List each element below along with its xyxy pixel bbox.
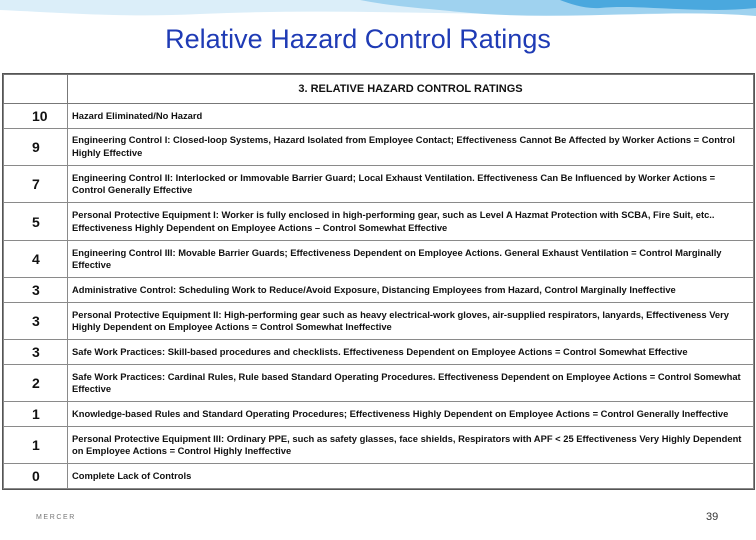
control-description-cell: Hazard Eliminated/No Hazard [68,104,754,129]
rating-cell: 9 [4,128,68,165]
rating-cell: 0 [4,464,68,489]
table-header-rating-column [4,75,68,104]
rating-cell: 10 [4,104,68,129]
control-description-cell: Personal Protective Equipment I: Worker is fully enclosed in high-performing gear, such as Level A Hazmat Protection with SCBA, Fire Suit, etc.. Effectiveness Highly Dependent on Employee Actions – Control Somewhat Effective [68,203,754,240]
slide-title: Relative Hazard Control Ratings [165,24,551,54]
hazard-control-ratings-table [2,73,755,490]
table-row [4,240,754,277]
table-row [4,104,754,129]
control-description-cell: Complete Lack of Controls [68,464,754,489]
rating-cell: 3 [4,302,68,339]
footer-brand: MERCER [36,514,76,521]
table-row [4,302,754,339]
table-row [4,128,754,165]
control-description-cell: Personal Protective Equipment II: High-performing gear such as heavy electrical-work gloves, air-supplied respirators, lanyards, Effectiveness Very Highly Dependent on Employee Actions = Control Somewhat Ineffective [68,302,754,339]
table-row [4,402,754,427]
rating-cell: 4 [4,240,68,277]
table-row [4,426,754,463]
table-row [4,203,754,240]
rating-cell: 1 [4,402,68,427]
table-header: 3. RELATIVE HAZARD CONTROL RATINGS [68,75,754,104]
control-description-cell: Knowledge-based Rules and Standard Operating Procedures; Effectiveness Highly Dependent on Employee Actions = Control Generally Ineffective [68,402,754,427]
rating-cell: 5 [4,203,68,240]
control-description-cell: Safe Work Practices: Skill-based procedures and checklists. Effectiveness Dependent on Employee Actions = Control Somewhat Effective [68,340,754,365]
table-row [4,165,754,202]
rating-cell: 3 [4,278,68,303]
rating-cell: 2 [4,364,68,401]
control-description-cell: Administrative Control: Scheduling Work to Reduce/Avoid Exposure, Distancing Employees from Hazard, Control Marginally Ineffective [68,278,754,303]
control-description-cell: Engineering Control II: Interlocked or Immovable Barrier Guard; Local Exhaust Ventilation. Effectiveness Can Be Influenced by Worker Actions = Control Generally Effective [68,165,754,202]
table-row [4,364,754,401]
rating-cell: 3 [4,340,68,365]
table-header-row [4,75,754,104]
table-row [4,278,754,303]
table-row [4,464,754,489]
control-description-cell: Safe Work Practices: Cardinal Rules, Rule based Standard Operating Procedures. Effectiveness Dependent on Employee Actions = Control Somewhat Effective [68,364,754,401]
table-row [4,340,754,365]
control-description-cell: Personal Protective Equipment III: Ordinary PPE, such as safety glasses, face shields, Respirators with APF < 25 Effectiveness Very Highly Dependent on Employee Actions = Control Highly Ineffective [68,426,754,463]
page-number: 39 [706,511,719,523]
rating-cell: 7 [4,165,68,202]
control-description-cell: Engineering Control I: Closed-loop Systems, Hazard Isolated from Employee Contact; Effectiveness Cannot Be Affected by Worker Actions = Control Highly Effective [68,128,754,165]
control-description-cell: Engineering Control III: Movable Barrier Guards; Effectiveness Dependent on Employee Actions. General Exhaust Ventilation = Control Marginally Effective [68,240,754,277]
rating-cell: 1 [4,426,68,463]
